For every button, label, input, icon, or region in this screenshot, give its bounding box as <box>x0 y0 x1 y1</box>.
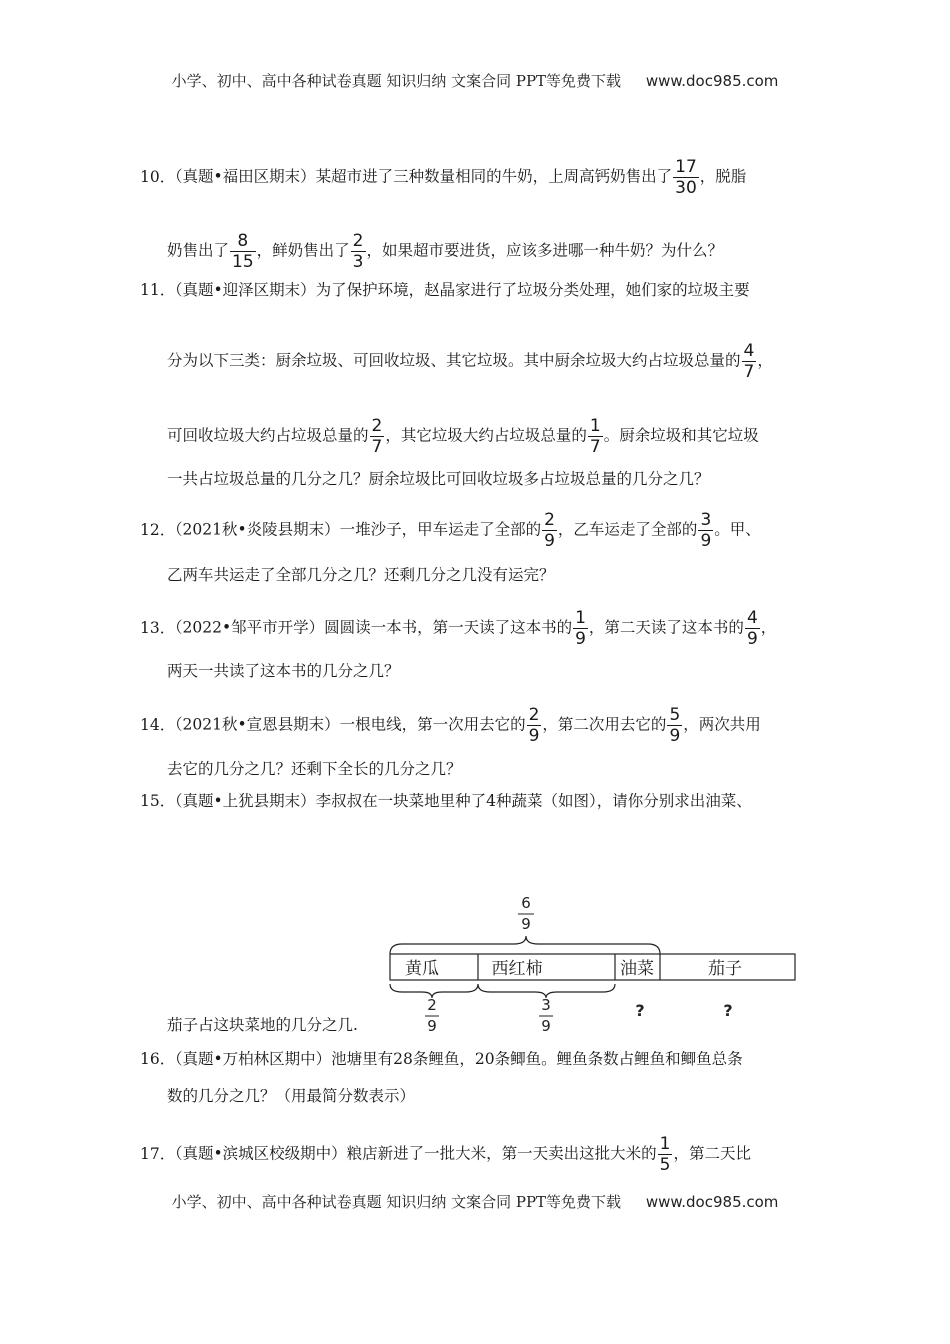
question-10-line-1 <box>140 157 746 198</box>
question-text: ，两次共用 <box>683 715 761 734</box>
question-13-line-2 <box>167 659 400 683</box>
numerator: 8 <box>237 231 249 251</box>
denominator: 9 <box>575 629 586 649</box>
footer-site: www.doc985.com <box>645 1193 779 1211</box>
question-11-line-1 <box>140 278 750 302</box>
fraction <box>230 231 256 272</box>
brace-denominator: 9 <box>521 915 531 933</box>
question-number: 17． <box>140 1144 176 1163</box>
rapeseed-unknown: ? <box>635 1001 645 1020</box>
denominator: 9 <box>746 629 758 649</box>
tomato-denominator: 9 <box>541 1017 551 1035</box>
segment-rapeseed: 油菜 <box>620 959 654 979</box>
question-number: 11． <box>140 281 176 299</box>
question-number: 15． <box>140 792 176 810</box>
eggplant-unknown: ? <box>723 1001 733 1020</box>
question-text: 分为以下三类：厨余垃圾、可回收垃圾、其它垃圾。其中厨余垃圾大约占垃圾总量的 <box>167 351 741 370</box>
numerator: 2 <box>371 416 383 436</box>
question-text: 。厨余垃圾和其它垃圾 <box>603 426 759 445</box>
numerator: 2 <box>528 705 540 725</box>
denominator: 15 <box>232 252 254 272</box>
question-text: ， <box>760 618 777 637</box>
question-16-line-1 <box>140 1047 743 1071</box>
footer-text: 小学、初中、高中各种试卷真题 知识归纳 文案合同 PPT等免费下载 <box>171 1193 622 1211</box>
fraction <box>351 231 366 272</box>
question-text: 。甲、 <box>714 520 761 539</box>
question-text: ，脱脂 <box>699 167 747 186</box>
question-text: 数的几分之几？（用最简分数表示） <box>167 1087 416 1105</box>
question-text: 两天一共读了这本书的几分之几？ <box>167 662 400 680</box>
question-text: 一共占垃圾总量的几分之几？厨余垃圾比可回收垃圾多占垃圾总量的几分之几？ <box>167 470 710 488</box>
numerator: 1 <box>575 608 586 628</box>
question-11-line-4 <box>167 467 710 491</box>
numerator: 2 <box>352 231 364 251</box>
question-12-line-2 <box>167 563 555 587</box>
cucumber-denominator: 9 <box>427 1017 437 1035</box>
numerator: 3 <box>700 510 712 530</box>
numerator: 2 <box>544 510 555 530</box>
denominator: 7 <box>743 362 755 382</box>
header-text: 小学、初中、高中各种试卷真题 知识归纳 文案合同 PPT等免费下载 <box>171 72 622 90</box>
fraction <box>742 341 757 382</box>
question-text: （真题•上犹县期末）李叔叔在一块菜地里种了4种蔬菜（如图），请你分别求出油菜、 <box>167 792 752 810</box>
page-footer <box>0 1191 950 1212</box>
tomato-numerator: 3 <box>541 996 551 1014</box>
question-text: （真题•福田区期末）某超市进了三种数量相同的牛奶，上周高钙奶售出了 <box>167 167 673 186</box>
question-text: ，如果超市要进货，应该多进哪一种牛奶？为什么？ <box>366 241 724 260</box>
denominator: 30 <box>675 178 697 198</box>
question-text: 可回收垃圾大约占垃圾总量的 <box>167 426 369 445</box>
denominator: 9 <box>544 531 555 551</box>
vegetable-plot-diagram <box>380 886 810 1036</box>
denominator: 9 <box>528 726 540 746</box>
question-text: ，第二次用去它的 <box>542 715 667 734</box>
question-13-line-1 <box>140 608 776 649</box>
question-14-line-2 <box>167 757 462 781</box>
question-17-line-1 <box>140 1134 751 1175</box>
fraction <box>588 416 603 457</box>
fraction <box>667 705 682 746</box>
segment-tomato: 西红柿 <box>491 959 543 979</box>
question-16-line-2 <box>167 1084 415 1108</box>
fraction <box>370 416 385 457</box>
header-site: www.doc985.com <box>645 72 779 90</box>
question-text: ，鲜奶售出了 <box>256 241 350 260</box>
denominator: 9 <box>700 531 712 551</box>
question-number: 12． <box>140 520 176 539</box>
question-text: ， <box>757 351 773 370</box>
question-text: （2021秋•宣恩县期末）一根电线，第一次用去它的 <box>167 715 526 734</box>
question-11-line-3 <box>167 416 759 457</box>
question-text: 茄子占这块菜地的几分之几. <box>167 1016 358 1034</box>
question-text: （真题•迎泽区期末）为了保护环境，赵晶家进行了垃圾分类处理，她们家的垃圾主要 <box>167 281 750 299</box>
top-brace <box>390 936 660 954</box>
question-number: 16． <box>140 1050 176 1068</box>
fraction <box>527 705 542 746</box>
fraction <box>745 608 760 649</box>
fraction <box>658 1134 673 1175</box>
cucumber-numerator: 2 <box>427 996 437 1014</box>
segment-eggplant: 茄子 <box>708 959 742 979</box>
question-14-line-1 <box>140 705 761 746</box>
question-text: （真题•万柏林区期中）池塘里有28条鲤鱼，20条鲫鱼。鲤鱼条数占鲤鱼和鲫鱼总条 <box>167 1050 743 1068</box>
fraction <box>573 608 588 649</box>
question-text: 乙两车共运走了全部几分之几？还剩几分之几没有运完？ <box>167 566 555 584</box>
question-number: 13． <box>140 618 176 637</box>
numerator: 4 <box>743 341 755 361</box>
page-header <box>0 70 950 91</box>
question-15-line-1 <box>140 789 752 813</box>
numerator: 1 <box>589 416 601 436</box>
fraction <box>542 510 557 551</box>
question-text: 奶售出了 <box>167 241 230 260</box>
question-15-line-2 <box>167 1013 358 1037</box>
question-text: ，乙车运走了全部的 <box>557 520 698 539</box>
denominator: 7 <box>371 437 383 457</box>
question-11-line-2 <box>167 341 773 382</box>
fraction <box>698 510 713 551</box>
question-text: 去它的几分之几？还剩下全长的几分之几？ <box>167 760 462 778</box>
denominator: 7 <box>589 437 601 457</box>
question-text: ，其它垃圾大约占垃圾总量的 <box>385 426 587 445</box>
question-number: 14． <box>140 715 176 734</box>
question-12-line-1 <box>140 510 761 551</box>
question-text: （2021秋•炎陵县期末）一堆沙子，甲车运走了全部的 <box>167 520 542 539</box>
question-text: ，第二天比 <box>673 1144 751 1163</box>
fraction <box>673 157 699 198</box>
question-10-line-2 <box>167 231 723 272</box>
denominator: 5 <box>659 1155 671 1175</box>
question-number: 10． <box>140 167 176 186</box>
numerator: 5 <box>669 705 681 725</box>
brace-numerator: 6 <box>521 894 531 912</box>
denominator: 9 <box>669 726 681 746</box>
numerator: 4 <box>746 608 758 628</box>
question-text: （2022•邹平市开学）圆圆读一本书，第一天读了这本书的 <box>167 618 573 637</box>
question-text: ，第二天读了这本书的 <box>588 618 744 637</box>
denominator: 3 <box>352 252 364 272</box>
segment-cucumber: 黄瓜 <box>405 959 439 979</box>
numerator: 17 <box>675 157 697 177</box>
question-text: （真题•滨城区校级期中）粮店新进了一批大米，第一天卖出这批大米的 <box>167 1144 657 1163</box>
numerator: 1 <box>659 1134 671 1154</box>
